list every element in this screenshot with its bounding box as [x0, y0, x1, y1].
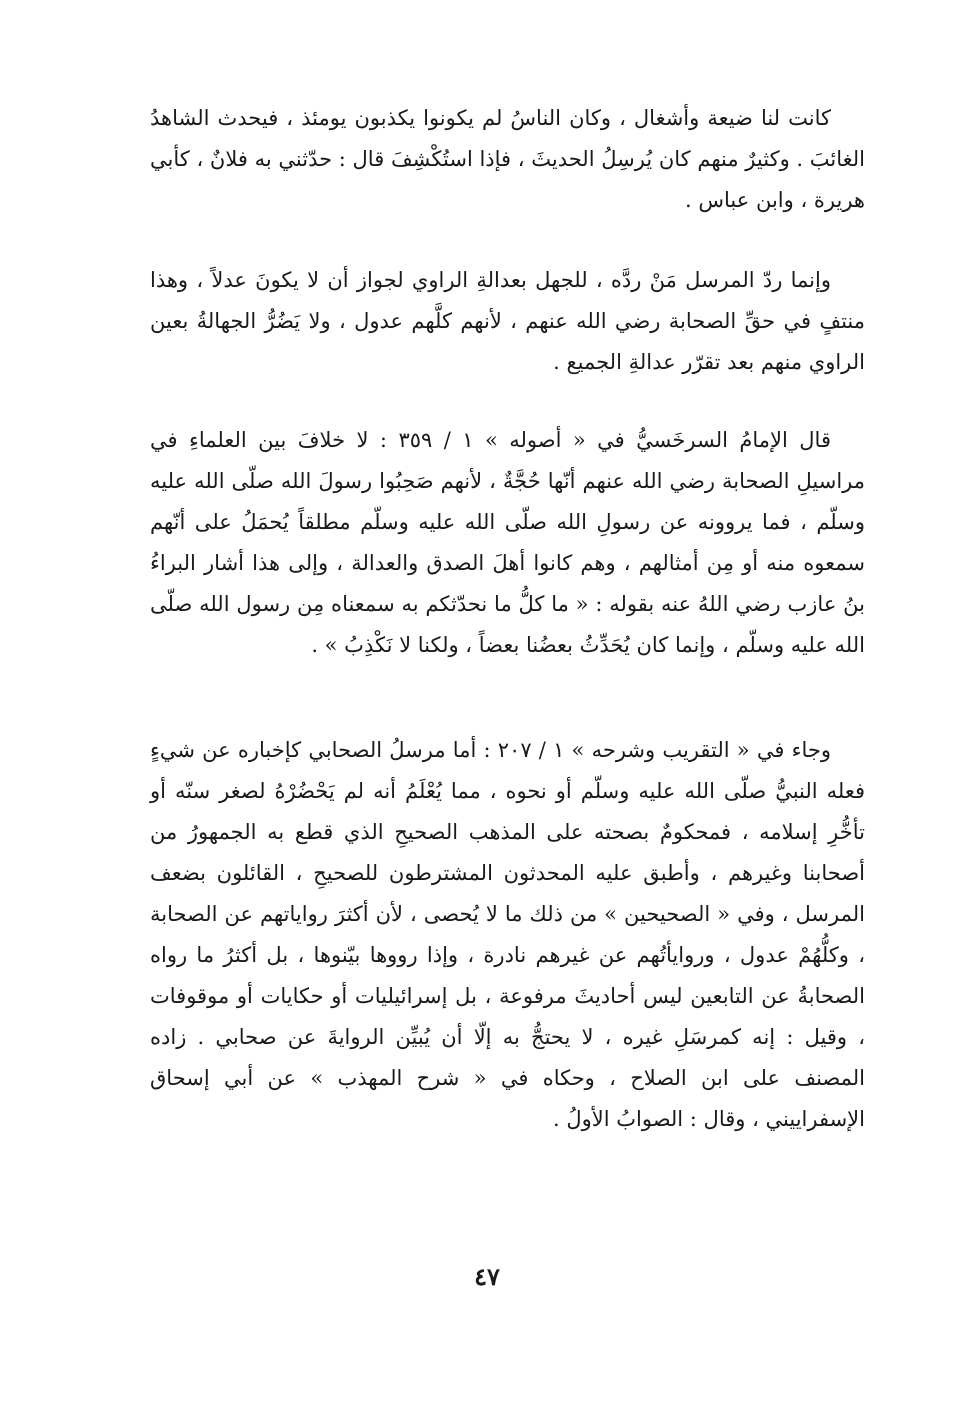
- text-paragraph-3: [150, 420, 865, 666]
- paragraph-text: قال الإمامُ السرخَسيُّ في « أصوله » ١ / ٣٥٩ : لا خلافَ بين العلماءِ في مراسيلِ الصحابة رضي الله عنهم أنّها حُجَّةٌ ، لأنهم صَحِبُوا رسولَ الله صلّى الله عليه وسلّم ، فما يروونه عن رسولِ الله صلّى الله عليه وسلّم مطلقاً يُحمَلُ على أنّهم سمعوه منه أو مِن أمثالهم ، وهم كانوا أهلَ الصدق والعدالة ، وإلى هذا أشار البراءُ بنُ عازب رضي اللهُ عنه بقوله : « ما كلُّ ما نحدّثكم به سمعناه مِن رسول الله صلّى الله عليه وسلّم ، وإنما كان يُحَدِّثُ بعضُنا بعضاً ، ولكنا لا نَكْذِبُ » .: [150, 428, 865, 657]
- text-paragraph-2: [150, 260, 865, 383]
- text-paragraph-1: [150, 98, 865, 221]
- paragraph-text: كانت لنا ضيعة وأشغال ، وكان الناسُ لم يكونوا يكذبون يومئذ ، فيحدث الشاهدُ الغائبَ . وكثيرٌ منهم كان يُرسِلُ الحديثَ ، فإذا استُكْشِفَ قال : حدّثني به فلانٌ ، كأبي هريرة ، وابن عباس .: [150, 106, 865, 212]
- text-paragraph-4: [150, 730, 865, 1140]
- paragraph-text: وجاء في « التقريب وشرحه » ١ / ٢٠٧ : أما مرسلُ الصحابي كإخباره عن شيءٍ فعله النبيُّ صلّى الله عليه وسلّم أو نحوه ، مما يُعْلَمُ أنه لم يَحْضُرْهُ لصغر سنّه أو تأخُّرِ إسلامه ، فمحكومٌ بصحته على المذهب الصحيحِ الذي قطع به الجمهورُ من أصحابنا وغيرهم ، وأطبق عليه المحدثون المشترطون للصحيحِ ، القائلون بضعف المرسل ، وفي « الصحيحين » من ذلك ما لا يُحصى ، لأن أكثرَ رواياتهم عن الصحابة ، وكلُّهُمْ عدول ، وروايأتُهم عن غيرهم نادرة ، وإذا رووها بيّنوها ، بل أكثرُ ما رواه الصحابةُ عن التابعين ليس أحاديثَ مرفوعة ، بل إسرائيليات أو حكايات أو موقوفات ، وقيل : إنه كمرسَلِ غيره ، لا يحتجُّ به إلّا أن يُبيِّن الروايةَ عن صحابي . زاده المصنف على ابن الصلاح ، وحكاه في « شرح المهذب » عن أبي إسحاق الإسفراييني ، وقال : الصوابُ الأولُ .: [150, 738, 865, 1131]
- page-number: ٤٧: [474, 1262, 500, 1291]
- paragraph-text: وإنما ردّ المرسل مَنْ ردَّه ، للجهل بعدالةِ الراوي لجواز أن لا يكونَ عدلاً ، وهذا منتفٍ في حقِّ الصحابة رضي الله عنهم ، لأنهم كلَّهم عدول ، ولا يَضُرُّ الجهالةُ بعين الراوي منهم بعد تقرّر عدالةِ الجميع .: [150, 268, 865, 374]
